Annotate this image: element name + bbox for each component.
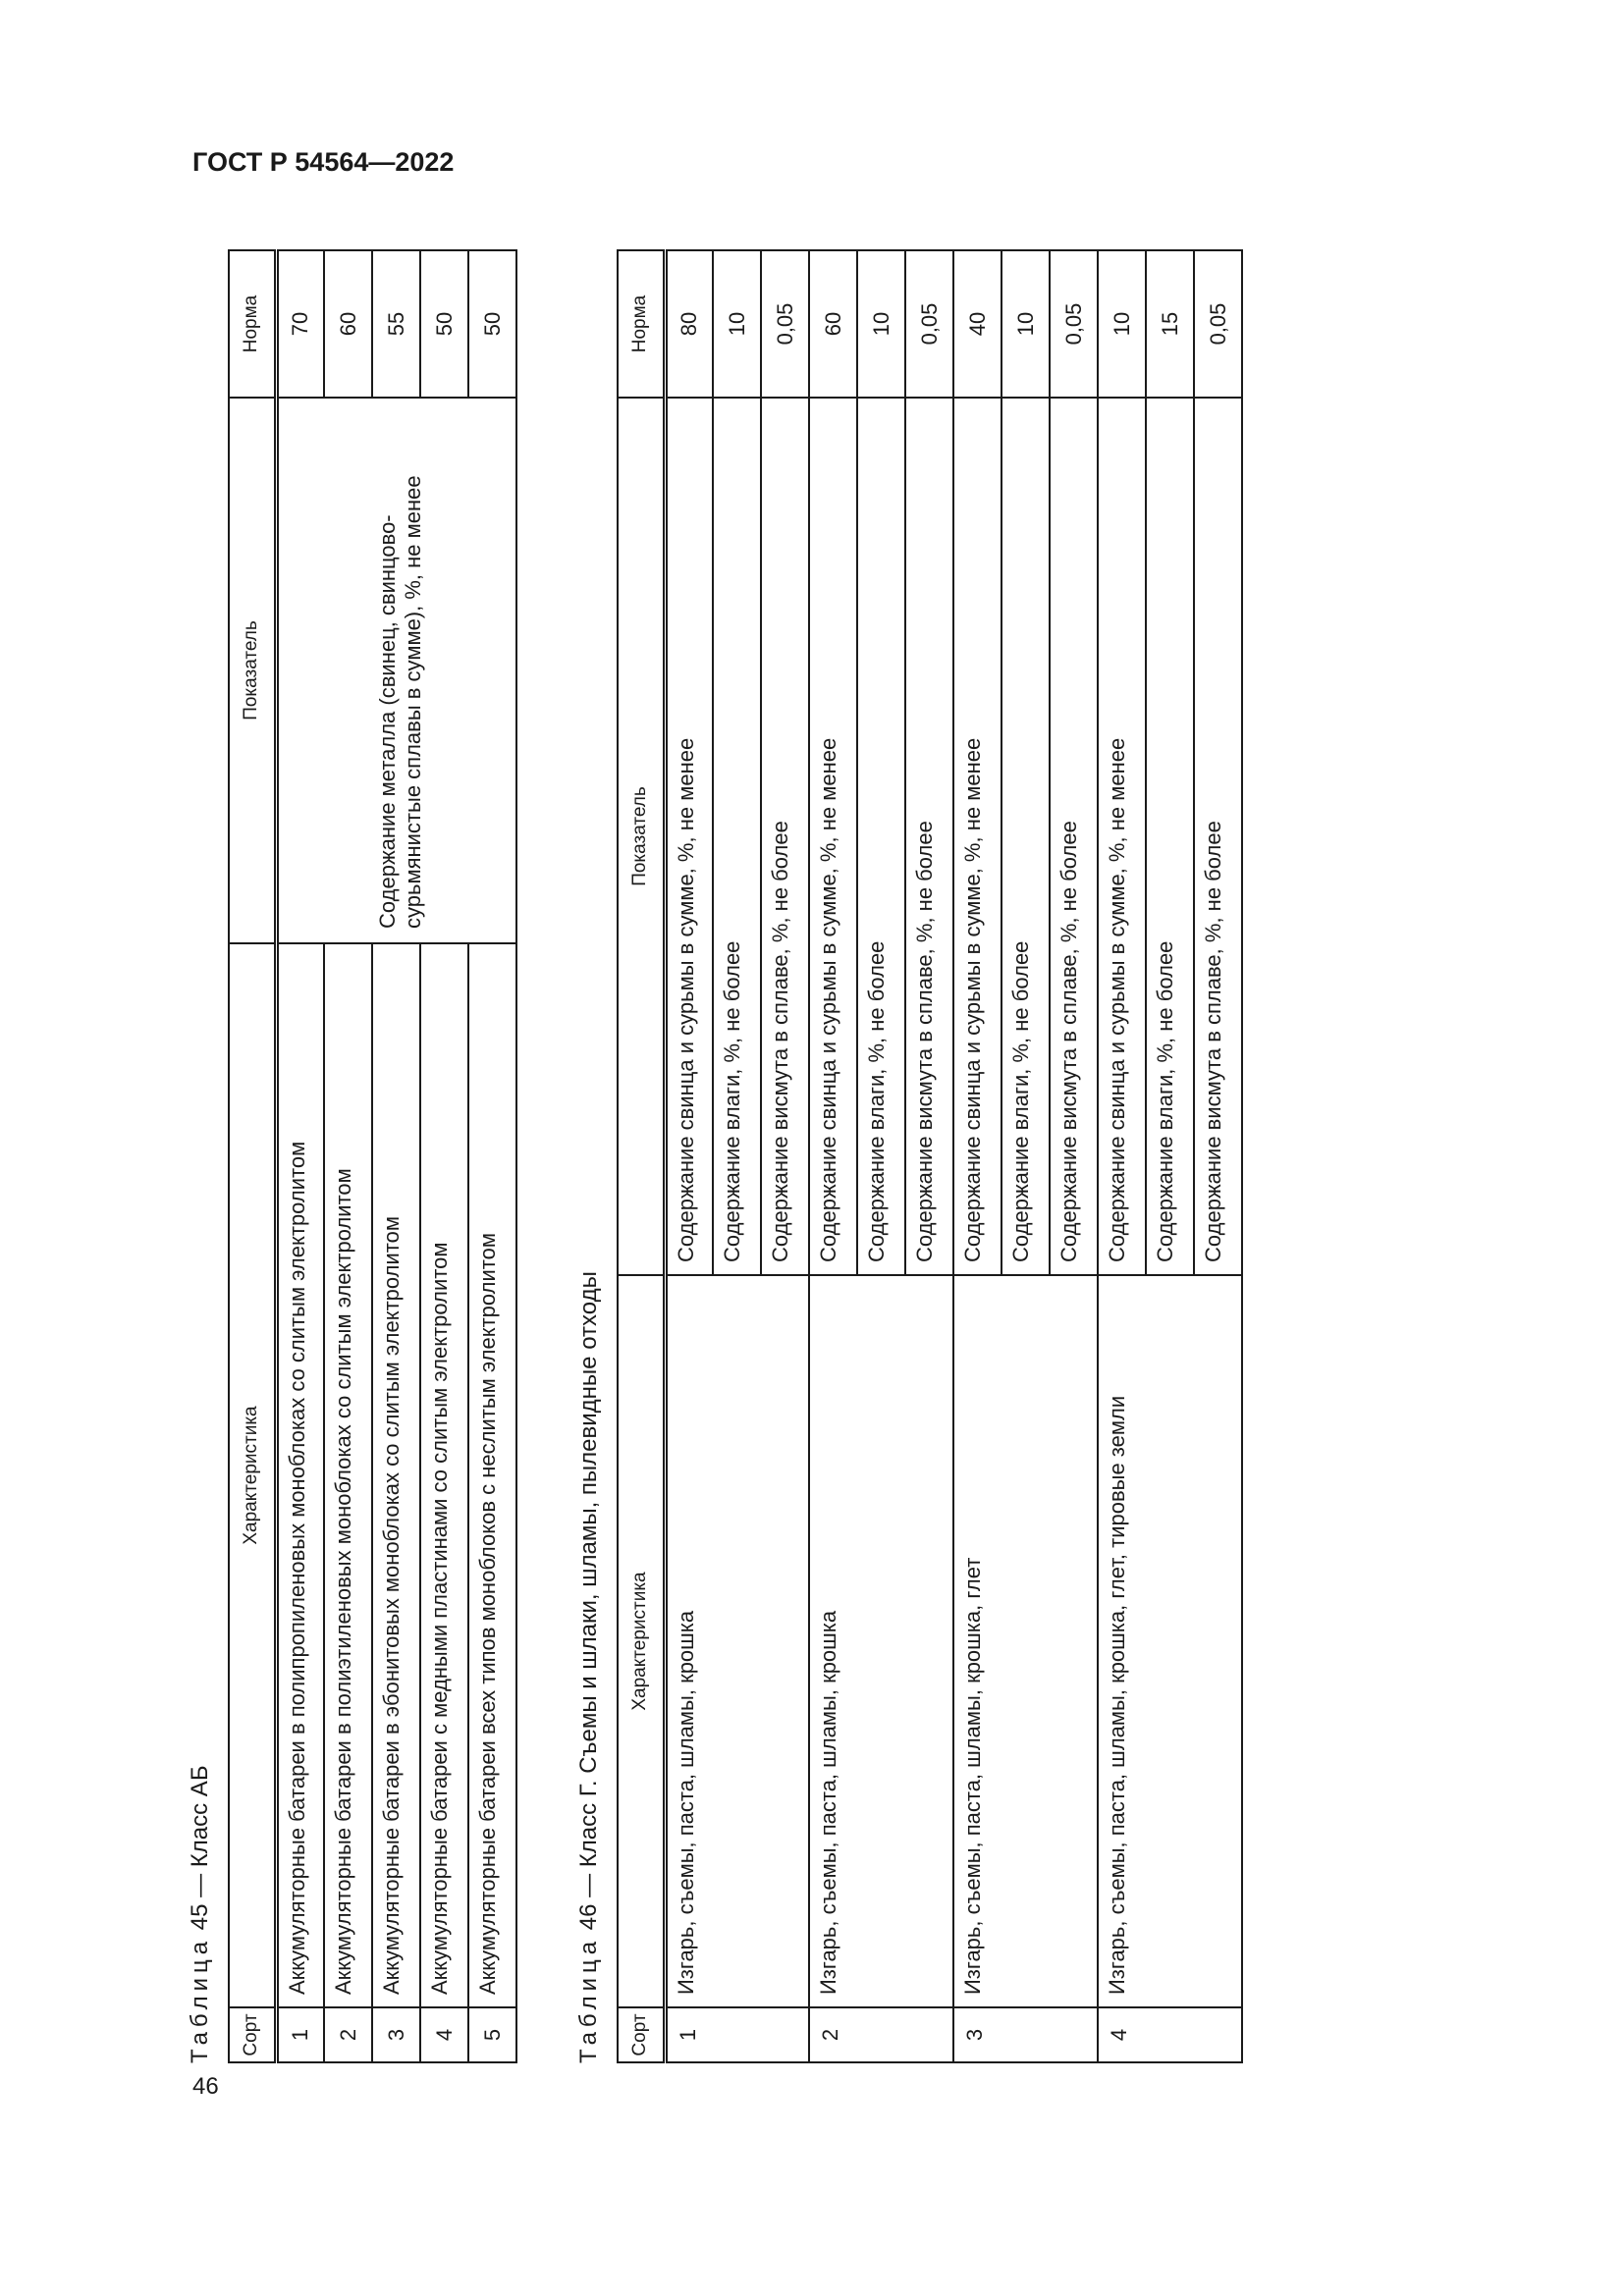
table-row xyxy=(276,250,324,2062)
indicator-cell: Содержание висмута в сплаве, %, не более xyxy=(1050,398,1098,1275)
table-row xyxy=(1098,250,1146,2062)
norm-cell: 60 xyxy=(324,250,372,398)
document-header: ГОСТ Р 54564—2022 xyxy=(192,147,455,177)
column-header-characteristic: Характеристика xyxy=(618,1275,665,2007)
characteristic-cell: Изгарь, съемы, паста, шламы, крошка, глет xyxy=(953,1275,1098,2007)
characteristic-cell: Изгарь, съемы, паста, шламы, крошка xyxy=(665,1275,809,2007)
norm-cell: 50 xyxy=(420,250,468,398)
sort-cell: 4 xyxy=(420,2007,468,2062)
table45-caption-prefix: Таблица xyxy=(187,1936,213,2063)
table45-caption xyxy=(187,1765,214,2063)
column-header-sort: Сорт xyxy=(229,2007,276,2062)
table46-caption-prefix: Таблица xyxy=(575,1936,602,2063)
table46-caption xyxy=(575,1271,603,2063)
column-header-norm: Норма xyxy=(229,250,276,398)
indicator-cell: Содержание висмута в сплаве, %, не более xyxy=(905,398,953,1275)
norm-cell: 10 xyxy=(857,250,905,398)
norm-cell: 0,05 xyxy=(761,250,809,398)
norm-cell: 70 xyxy=(276,250,324,398)
table45-header-row xyxy=(229,250,276,2062)
norm-cell: 60 xyxy=(809,250,857,398)
sort-cell: 5 xyxy=(468,2007,516,2062)
norm-cell: 55 xyxy=(372,250,420,398)
norm-cell: 10 xyxy=(1001,250,1050,398)
sort-cell: 1 xyxy=(276,2007,324,2062)
table-45 xyxy=(228,249,517,2063)
indicator-cell: Содержание свинца и сурьмы в сумме, %, не менее xyxy=(665,398,713,1275)
norm-cell: 80 xyxy=(665,250,713,398)
table-row xyxy=(953,250,1001,2062)
table46-header-row xyxy=(618,250,665,2062)
norm-cell: 0,05 xyxy=(1050,250,1098,398)
indicator-cell: Содержание влаги, %, не более xyxy=(1146,398,1194,1275)
column-header-sort: Сорт xyxy=(618,2007,665,2062)
indicator-cell: Содержание висмута в сплаве, %, не более xyxy=(761,398,809,1275)
norm-cell: 15 xyxy=(1146,250,1194,398)
column-header-indicator: Показатель xyxy=(229,398,276,943)
norm-cell: 0,05 xyxy=(905,250,953,398)
indicator-cell: Содержание металла (свинец, свинцово-сурьмянистые сплавы в сумме), %, не менее xyxy=(276,398,516,943)
norm-cell: 40 xyxy=(953,250,1001,398)
table-row xyxy=(665,250,713,2062)
sort-cell: 1 xyxy=(665,2007,809,2062)
characteristic-cell: Изгарь, съемы, паста, шламы, крошка xyxy=(809,1275,953,2007)
norm-cell: 10 xyxy=(1098,250,1146,398)
indicator-cell: Содержание влаги, %, не более xyxy=(857,398,905,1275)
sort-cell: 3 xyxy=(372,2007,420,2062)
table-row xyxy=(809,250,857,2062)
indicator-cell: Содержание свинца и сурьмы в сумме, %, не менее xyxy=(1098,398,1146,1275)
norm-cell: 10 xyxy=(713,250,761,398)
table46-caption-text: 46 — Класс Г. Съемы и шлаки, шламы, пылевидные отходы xyxy=(575,1271,602,1931)
table45-caption-text: 45 — Класс АБ xyxy=(187,1765,213,1931)
rotated-content xyxy=(177,245,1492,2069)
table-46 xyxy=(617,249,1243,2063)
characteristic-cell: Аккумуляторные батареи в полипропиленовых моноблоках со слитым электролитом xyxy=(276,943,324,2007)
indicator-cell: Содержание влаги, %, не более xyxy=(713,398,761,1275)
indicator-cell: Содержание висмута в сплаве, %, не более xyxy=(1194,398,1242,1275)
indicator-cell: Содержание свинца и сурьмы в сумме, %, не менее xyxy=(953,398,1001,1275)
indicator-cell: Содержание свинца и сурьмы в сумме, %, не менее xyxy=(809,398,857,1275)
column-header-indicator: Показатель xyxy=(618,398,665,1275)
page-number: 46 xyxy=(192,2073,219,2100)
characteristic-cell: Изгарь, съемы, паста, шламы, крошка, глет, тировые земли xyxy=(1098,1275,1242,2007)
sort-cell: 3 xyxy=(953,2007,1098,2062)
characteristic-cell: Аккумуляторные батареи в полиэтиленовых моноблоках со слитым электролитом xyxy=(324,943,372,2007)
sort-cell: 4 xyxy=(1098,2007,1242,2062)
column-header-characteristic: Характеристика xyxy=(229,943,276,2007)
indicator-cell: Содержание влаги, %, не более xyxy=(1001,398,1050,1275)
characteristic-cell: Аккумуляторные батареи всех типов моноблоков с неслитым электролитом xyxy=(468,943,516,2007)
norm-cell: 0,05 xyxy=(1194,250,1242,398)
characteristic-cell: Аккумуляторные батареи в эбонитовых моноблоках со слитым электролитом xyxy=(372,943,420,2007)
norm-cell: 50 xyxy=(468,250,516,398)
sort-cell: 2 xyxy=(324,2007,372,2062)
column-header-norm: Норма xyxy=(618,250,665,398)
characteristic-cell: Аккумуляторные батареи с медными пластинами со слитым электролитом xyxy=(420,943,468,2007)
sort-cell: 2 xyxy=(809,2007,953,2062)
